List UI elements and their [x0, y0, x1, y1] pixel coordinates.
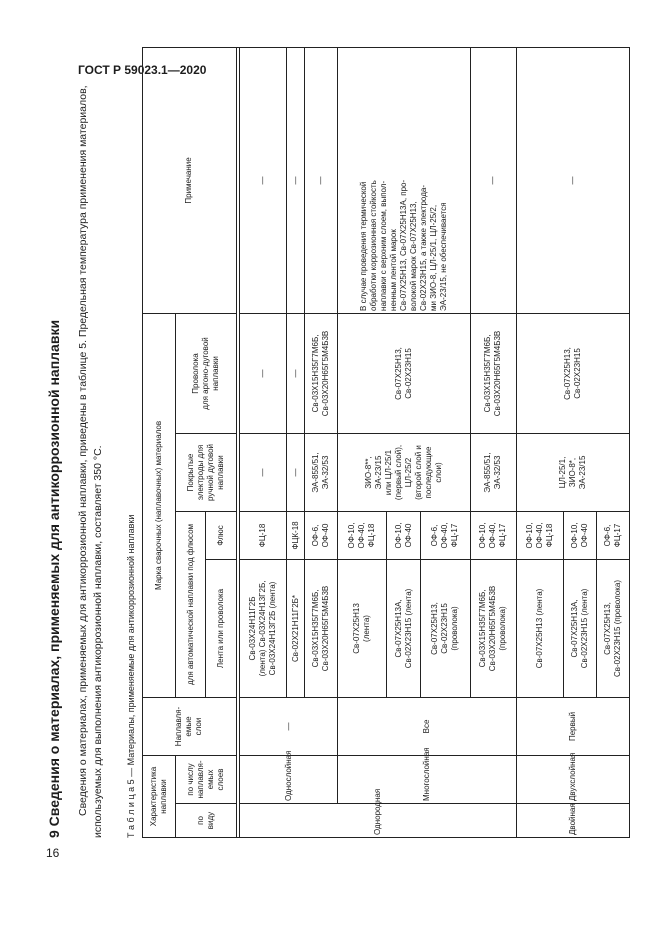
group-multi-layer: Многослойная [338, 755, 517, 803]
layers-cell: Все [338, 697, 517, 755]
argon-cell: Св-07Х25Н13, Св-02Х23Н15 [338, 313, 470, 433]
note-cell: — [517, 47, 630, 313]
rotated-content [46, 28, 636, 838]
electrodes-cell: — [286, 433, 305, 511]
group-double-layer: Двухслойная [517, 755, 630, 803]
header-by-layers: по числу наплавля- емых слоев [175, 755, 236, 803]
header-argon-wire: Проволока для аргоно-дуговой наплавки [175, 313, 236, 433]
electrodes-cell: ЭА-855/51, ЭА-32/53 [470, 433, 517, 511]
tape-cell: Св-07Х25Н13, Св-02Х23Н15 (проволока) [597, 559, 630, 697]
flux-cell: ОФ-6, ОФ-40, ФЦ-17 [421, 511, 470, 559]
header-flux: Флюс [206, 511, 237, 559]
flux-cell: ОФ-6, ОФ-40 [305, 511, 338, 559]
flux-cell: ФЦ-18 [239, 511, 286, 559]
header-materials: Марка сварочных (наплавочных) материалов [143, 313, 176, 697]
argon-cell: — [286, 313, 305, 433]
note-cell: — [470, 47, 517, 313]
note-cell: — [286, 47, 305, 313]
group-single: Однородная [239, 804, 517, 838]
flux-cell: ОФ-10, ОФ-40 [564, 511, 597, 559]
intro-paragraph: Сведения о материалах, применяемых для антикоррозионной наплавки, приведены в таблице 5. Предельная температура применения материалов, используемых для выполнения антикоррозионной наплавки, составляет 350 °С. [77, 85, 104, 838]
flux-cell: ФЦК-18 [286, 511, 305, 559]
note-cell: — [239, 47, 286, 313]
table-row [517, 47, 564, 837]
header-note: Примечание [143, 47, 237, 313]
header-row-1 [143, 47, 176, 837]
electrodes-cell: — [239, 433, 286, 511]
table-row [239, 47, 286, 837]
table-caption: Т а б л и ц а 5 — Материалы, применяемые для антикоррозионной наплавки [126, 514, 136, 838]
group-double: Двойная [517, 804, 630, 838]
tape-cell: Св-07Х25Н13А, Св-02Х23Н15 (лента) [564, 559, 597, 697]
argon-cell: Св-07Х25Н13, Св-02Х23Н15 [517, 313, 630, 433]
tape-cell: Св-03Х15Н35Г7М6Б, Св-03Х20Н65Г5М4Б3В (проволока) [470, 559, 517, 697]
tape-cell: Св-07Х25Н13 (лента) [517, 559, 564, 697]
header-tape-wire: Лента или проволока [206, 559, 237, 697]
materials-table [142, 47, 630, 838]
flux-cell: ОФ-6, ФЦ-17 [597, 511, 630, 559]
layers-cell: — [239, 697, 337, 755]
tape-cell: Св-03Х15Н35Г7М6Б, Св-03Х20Н65Г5М4Б3В [305, 559, 338, 697]
electrodes-cell: ЦЛ-25/1, ЗИО-8*, ЭА-23/15 [517, 433, 630, 511]
header-electrodes: Покрытые электроды для ручной дуговой наплавки [175, 433, 236, 511]
tape-cell: Св-03Х24Н11Г2Б (лента) Св-03Х24Н13Г2Б, Св-03Х24Н13Г2Б (лента) [239, 559, 286, 697]
layers-cell: Первый [517, 697, 630, 755]
argon-cell: — [239, 313, 286, 433]
flux-cell: ОФ-10, ОФ-40, ФЦ-18 [517, 511, 564, 559]
tape-cell: Св-07Х25Н13, Св-02Х23Н15 (проволока) [421, 559, 470, 697]
document-header: ГОСТ Р 59023.1—2020 [78, 63, 207, 77]
electrodes-cell: ЗИО-8**, ЭА-23/15 или ЦЛ-25/1 (первый слой), ЦЛ-25/2 (второй слой и последующие слои) [338, 433, 470, 511]
tape-cell: Св-02Х21Н11Г2Б* [286, 559, 305, 697]
flux-cell: ОФ-10, ОФ-40, ФЦ-17 [470, 511, 517, 559]
note-cell: В случае проведения термической обработки коррозионная стойкость наплавки с верхним слоем, выпол- ненным лентой марок Св-07Х25Н13, Св-07Х25Н13А, про- волокой марок Св-07Х25Н13, Св-02Х23Н15, а также электрода- ми ЗИО-8, ЦЛ-25/1, ЦЛ-25/2, ЭА-23/15, не обеспечивается [338, 47, 470, 313]
argon-cell: Св-03Х15Н35Г7М6Б, Св-03Х20Н65Г5М4Б3В [470, 313, 517, 433]
argon-cell: Св-03Х15Н35Г7М6Б, Св-03Х20Н65Г5М4Б3В [305, 313, 338, 433]
header-auto-flux: для автоматической наплавки под флюсом [175, 511, 206, 697]
page-number: 16 [46, 846, 60, 860]
section-title: 9 Сведения о материалах, применяемых для антикоррозионной наплавки [46, 319, 62, 838]
header-characteristic: Характеристика наплавки [143, 755, 176, 837]
group-single-layer: Однослойная [239, 755, 337, 803]
tape-cell: Св-07Х25Н13 (лента) [338, 559, 387, 697]
flux-cell: ОФ-10, ОФ-40 [387, 511, 421, 559]
table-row [338, 47, 387, 837]
tape-cell: Св-07Х25Н13А, Св-02Х23Н15 (лента) [387, 559, 421, 697]
flux-cell: ОФ-10, ОФ-40, ФЦ-18 [338, 511, 387, 559]
header-by-type: по виду [175, 804, 236, 838]
electrodes-cell: ЭА-855/51, ЭА-32/53 [305, 433, 338, 511]
header-layers: Наплавля- емые слои [143, 697, 237, 755]
note-cell: — [305, 47, 338, 313]
